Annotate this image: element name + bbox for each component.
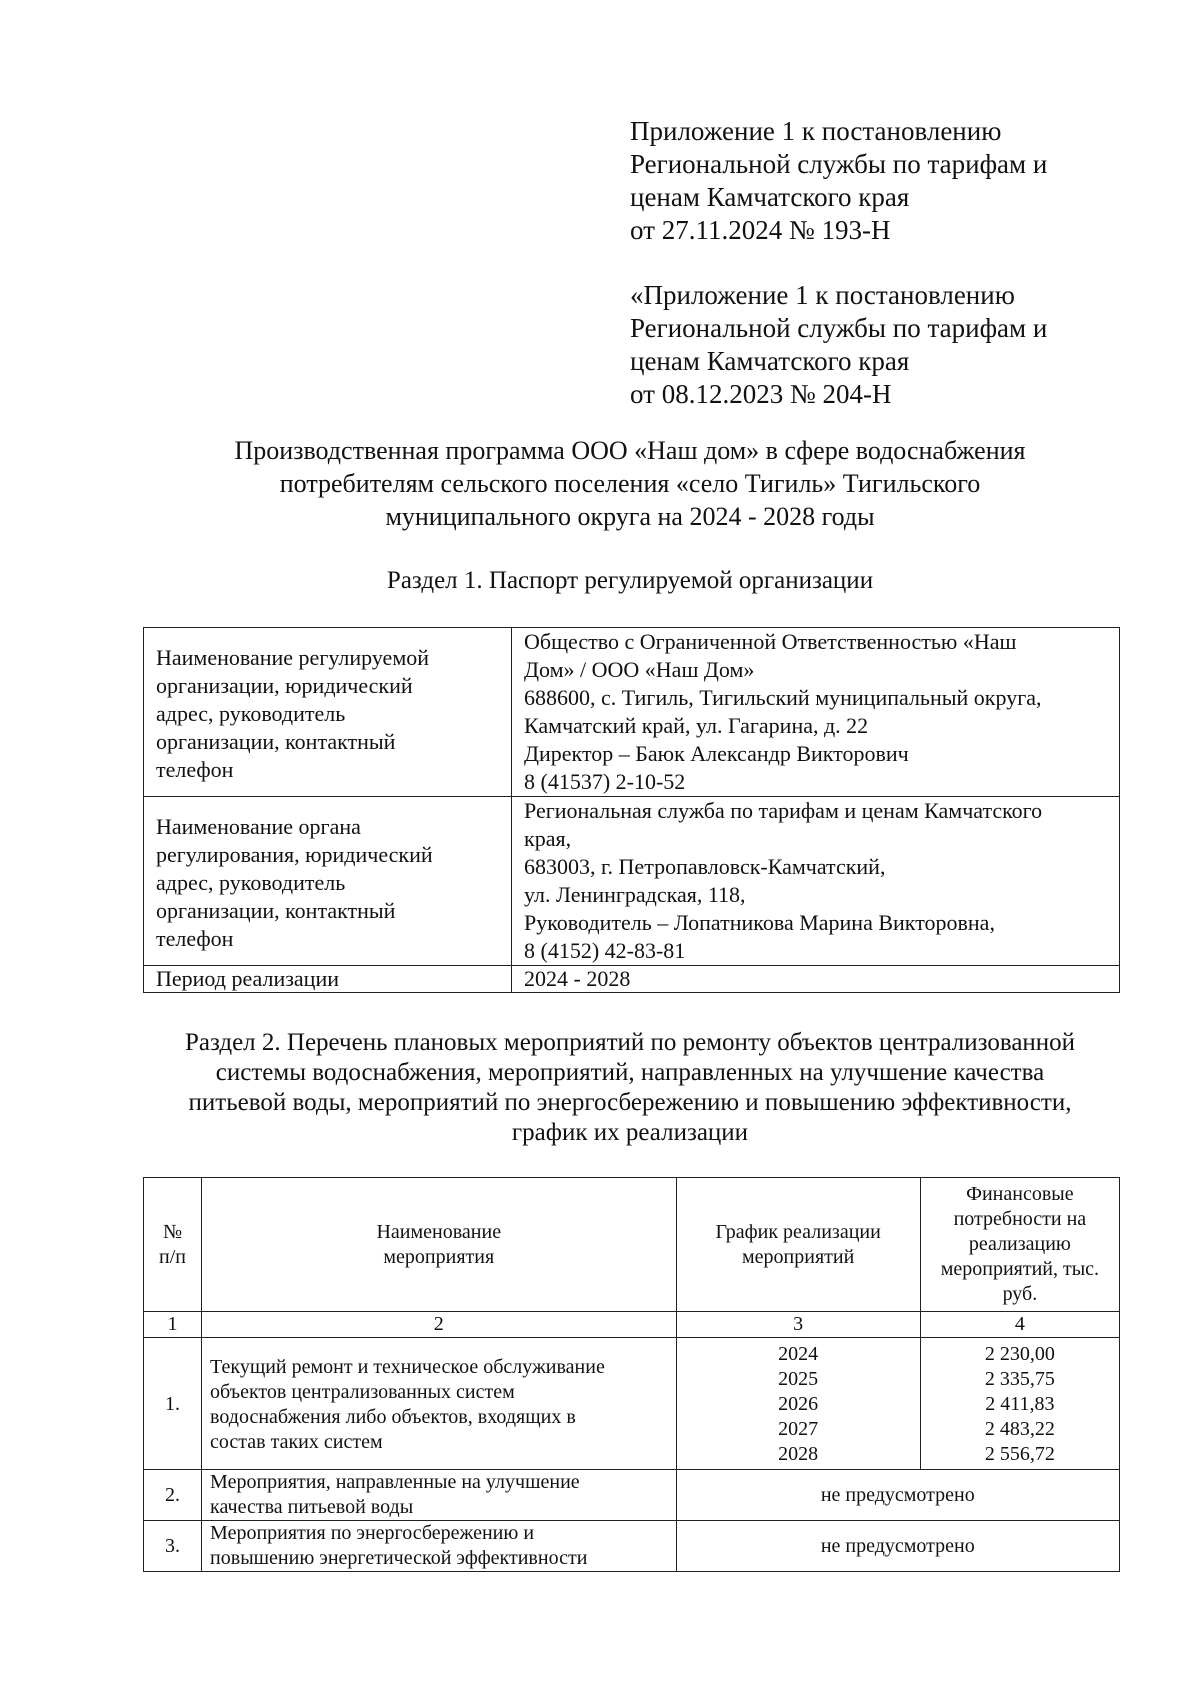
annex-line: Региональной службы по тарифам и [630, 313, 1048, 343]
title-line: Производственная программа ООО «Наш дом» в сфере водоснабжения [234, 436, 1026, 465]
table-row [144, 1470, 1120, 1521]
annex-line: от 08.12.2023 № 204-Н [630, 379, 892, 409]
period-label-cell: Период реализации [144, 966, 512, 993]
measure-name: Мероприятия по энергосбережению и повышению энергетической эффективности [202, 1521, 676, 1572]
passport-label-cell: Наименование органа регулирования, юридический адрес, руководитель организации, контактный телефон [144, 797, 512, 966]
section2-heading: Раздел 2. Перечень плановых мероприятий по ремонту объектов централизованной системы водоснабжения, мероприятий, направленных на улучшение качества питьевой воды, мероприятий по энергосбережению и повышению эффективности, график их реализации [184, 1029, 1076, 1146]
table-row [144, 966, 1120, 993]
measure-name: Текущий ремонт и техническое обслуживание объектов централизованных систем водоснабжения либо объектов, входящих в состав таких систем [202, 1338, 676, 1470]
measure-name: Мероприятия, направленные на улучшение качества питьевой воды [202, 1470, 676, 1521]
column-number: 4 [920, 1312, 1119, 1338]
column-number: 1 [144, 1312, 202, 1338]
title-line: муниципального округа на 2024 - 2028 годы [385, 502, 875, 531]
annex-reference [630, 115, 1130, 247]
column-header-schedule: График реализации мероприятий [676, 1178, 920, 1312]
passport-label-cell: Наименование регулируемой организации, юридический адрес, руководитель организации, контактный телефон [144, 628, 512, 797]
annex-line: от 27.11.2024 № 193-Н [630, 215, 891, 245]
annex-line: «Приложение 1 к постановлению [630, 280, 1015, 310]
not-provided-cell: не предусмотрено [676, 1521, 1119, 1572]
period-value-cell: 2024 - 2028 [512, 966, 1120, 993]
passport-value-cell: Региональная служба по тарифам и ценам Камчатского края, 683003, г. Петропавловск-Камчатский, ул. Ленинградская, 118, Руководитель – Лопатникова Марина Викторовна, 8 (4152) 42-83-81 [512, 797, 1120, 966]
passport-table [143, 627, 1120, 993]
table-header-row [144, 1178, 1120, 1312]
not-provided-cell: не предусмотрено [676, 1470, 1119, 1521]
column-header-finance: Финансовые потребности на реализацию мероприятий, тыс. руб. [920, 1178, 1119, 1312]
annex-line: ценам Камчатского края [630, 182, 910, 212]
column-header-number: № п/п [144, 1178, 202, 1312]
title-line: потребителям сельского поселения «село Тигиль» Тигильского [279, 469, 981, 498]
measures-table [143, 1177, 1120, 1572]
section1-heading: Раздел 1. Паспорт регулируемой организации [386, 567, 874, 594]
finance-amounts: 2 230,00 2 335,75 2 411,83 2 483,22 2 556,72 [920, 1338, 1119, 1470]
document-title [140, 434, 1120, 533]
passport-value-cell: Общество с Ограниченной Ответственностью «Наш Дом» / ООО «Наш Дом» 688600, с. Тигиль, Тигильский муниципальный округа, Камчатский край, ул. Гагарина, д. 22 Директор – Баюк Александр Викторович 8 (41537) 2-10-52 [512, 628, 1120, 797]
annex-line: Приложение 1 к постановлению [630, 116, 1002, 146]
table-row [144, 628, 1120, 797]
annex-previous-reference [630, 279, 1130, 411]
column-number: 3 [676, 1312, 920, 1338]
row-number: 1. [144, 1338, 202, 1470]
table-row [144, 797, 1120, 966]
row-number: 2. [144, 1470, 202, 1521]
column-number-row [144, 1312, 1120, 1338]
schedule-years: 2024 2025 2026 2027 2028 [676, 1338, 920, 1470]
column-header-name: Наименование мероприятия [202, 1178, 676, 1312]
table-row [144, 1338, 1120, 1470]
annex-line: ценам Камчатского края [630, 346, 910, 376]
column-number: 2 [202, 1312, 676, 1338]
row-number: 3. [144, 1521, 202, 1572]
table-row [144, 1521, 1120, 1572]
annex-line: Региональной службы по тарифам и [630, 149, 1048, 179]
